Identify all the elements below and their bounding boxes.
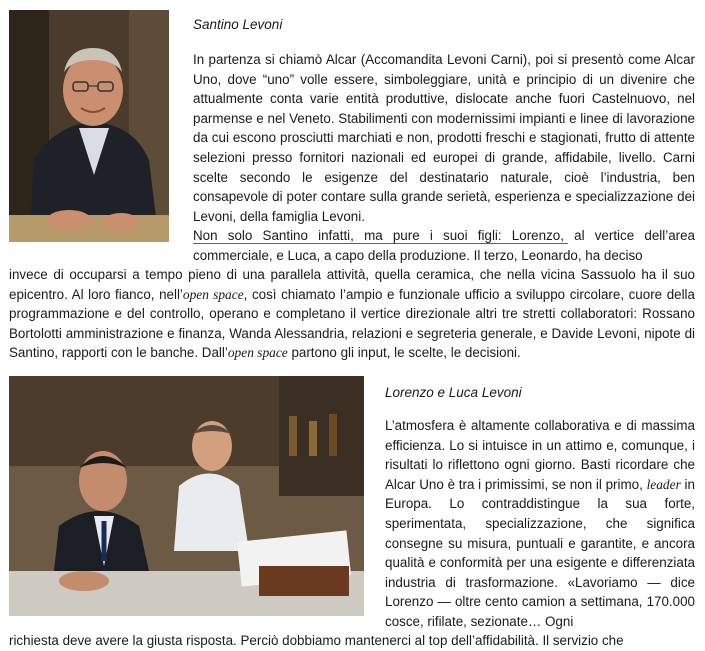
photo-santino-illustration bbox=[9, 10, 169, 242]
photo-lorenzo-luca-levoni bbox=[9, 376, 364, 616]
paragraph-atmosphere-continued: richiesta deve avere la giusta risposta. Perciò dobbiamo mantenerci al top dell’affidabilità. Il servizio che bbox=[9, 633, 624, 648]
red-underline-annotation bbox=[193, 243, 568, 244]
family-text-c: partono gli input, le scelte, le decisioni. bbox=[287, 345, 521, 361]
photo-caption-lorenzo-luca: Lorenzo e Luca Levoni bbox=[385, 385, 522, 400]
photo-santino-levoni bbox=[9, 10, 169, 242]
photo-caption-santino: Santino Levoni bbox=[193, 17, 283, 32]
atmosphere-text-a: L’atmosfera è altamente collaborativa e di massima efficienza. Lo si intuisce in un attimo e, comunque, i risultati lo riflettono ogni giorno. Basti ricordare che Alcar Uno è tra i primissimi, se non il primo, bbox=[385, 418, 695, 492]
photo-lorenzo-luca-illustration bbox=[9, 376, 364, 616]
paragraph-alcar-history: In partenza si chiamò Alcar (Accomandita Levoni Carni), poi si presentò come Alcar Uno, dove “uno” volle essere, simboleggiare, unità e principio di un divenire che attualmente conta varie entità produttive, dislocate anche fuori Castelnuovo, nel parmense e nel Veneto. Stabilimenti con modernissimi impianti e linee di lavorazione da cui escono prosciutti marchiati e non, prodotti freschi e stagionati, frutto di attente selezioni presso fornitori nazionali ed europei di grande, affidabile, livello. Carni scelte secondo le esigenze del destinatario naturale, cioè l’industria, ben consapevole di poter contare sulla grande serietà, esperienza e specializzazione dei Levoni, della famiglia Levoni. bbox=[193, 52, 695, 224]
paragraph-atmosphere bbox=[385, 416, 695, 632]
atmosphere-text-b: in Europa. Lo contraddistingue la sua forte, sperimentata, specializzazione, che significa consegne su misura, puntuali e garantite, e ancora qualità e conformità per una esigente e differenziata industria di trasformazione. «Lavoriamo — dice Lorenzo — oltre cento camion a settimana, 170.000 cosce, rifilate, sezionate… Ogni bbox=[385, 476, 695, 629]
family-text-a: invece di occuparsi a tempo pieno di una parallela attività, quella ceramica, che nella vicina Sassuolo ha il suo epicentro. Al loro fianco, nell’ bbox=[9, 267, 695, 302]
open-space-term-2: open space bbox=[227, 345, 288, 361]
leader-term: leader bbox=[646, 476, 681, 492]
open-space-term-1: open space bbox=[182, 286, 244, 302]
family-text-b: , così chiamato l’ampio e funzionale ufficio a sviluppo circolare, cuore della programmazione e del controllo, operano e completano il vertice direzionale altri tre stretti collaboratori: Rossano Bortolotti amministrazione e finanza, Wanda Alessandria, relazioni e segreteria generale, e Davide Levoni, nipote di Santino, rapporti con le banche. Dall’ bbox=[9, 286, 695, 361]
paragraph-family-continued bbox=[9, 265, 695, 363]
paragraph-family-start: Non solo Santino infatti, ma pure i suoi figli: Lorenzo, al vertice dell’area commerciale, e Luca, a capo della produzione. Il terzo, Leonardo, ha deciso bbox=[193, 228, 695, 263]
